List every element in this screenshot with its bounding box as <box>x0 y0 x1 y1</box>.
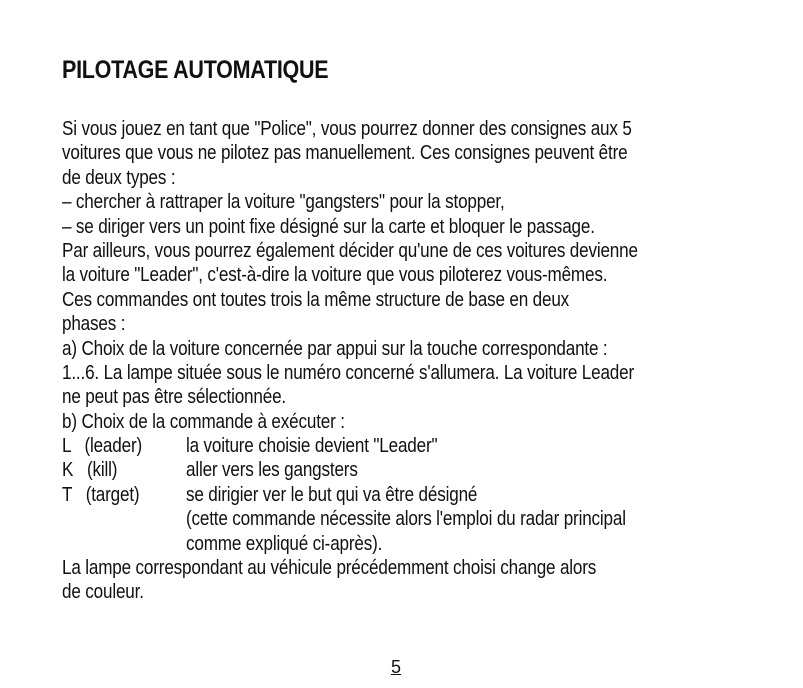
target-note-line: comme expliqué ci-après). <box>185 532 383 555</box>
page-title: PILOTAGE AUTOMATIQUE <box>62 56 329 84</box>
paragraph-line: de deux types : <box>62 166 176 189</box>
command-description: se dirigier ver le but qui va être désigné <box>185 483 478 506</box>
paragraph-line: b) Choix de la commande à exécuter : <box>62 410 345 433</box>
paragraph-line: Par ailleurs, vous pourrez également décider qu'une de ces voitures devienne <box>62 239 638 262</box>
command-row-leader <box>62 434 729 458</box>
command-row-kill <box>62 458 729 482</box>
paragraph-line: phases : <box>62 313 126 336</box>
paragraph-line: 1...6. La lampe située sous le numéro concerné s'allumera. La voiture Leader <box>62 361 635 384</box>
body-text <box>62 117 729 605</box>
command-description: la voiture choisie devient "Leader" <box>185 435 438 458</box>
command-key: T (target) <box>62 483 140 506</box>
paragraph-line: la voiture "Leader", c'est-à-dire la voiture que vous piloterez vous-mêmes. <box>62 264 608 287</box>
command-key: L (leader) <box>62 435 143 458</box>
paragraph-line: a) Choix de la voiture concernée par appui sur la touche correspondante : <box>62 337 608 360</box>
paragraph-line: Ces commandes ont toutes trois la même structure de base en deux <box>62 288 570 311</box>
closing-line: La lampe correspondant au véhicule précédemment choisi change alors <box>62 557 597 580</box>
page-number: 5 <box>391 657 402 677</box>
command-row-target <box>62 483 729 507</box>
closing-line: de couleur. <box>62 581 144 604</box>
paragraph-line: – se diriger vers un point fixe désigné sur la carte et bloquer le passage. <box>62 215 595 238</box>
target-note-line: (cette commande nécessite alors l'emploi du radar principal <box>185 508 626 531</box>
paragraph-line: voitures que vous ne pilotez pas manuellement. Ces consignes peuvent être <box>62 142 628 165</box>
command-key: K (kill) <box>62 459 118 482</box>
paragraph-line: Si vous jouez en tant que "Police", vous pourrez donner des consignes aux 5 <box>62 118 632 140</box>
paragraph-line: – chercher à rattraper la voiture "gangsters" pour la stopper, <box>62 191 505 214</box>
command-description: aller vers les gangsters <box>185 459 358 482</box>
paragraph-line: ne peut pas être sélectionnée. <box>62 386 286 409</box>
